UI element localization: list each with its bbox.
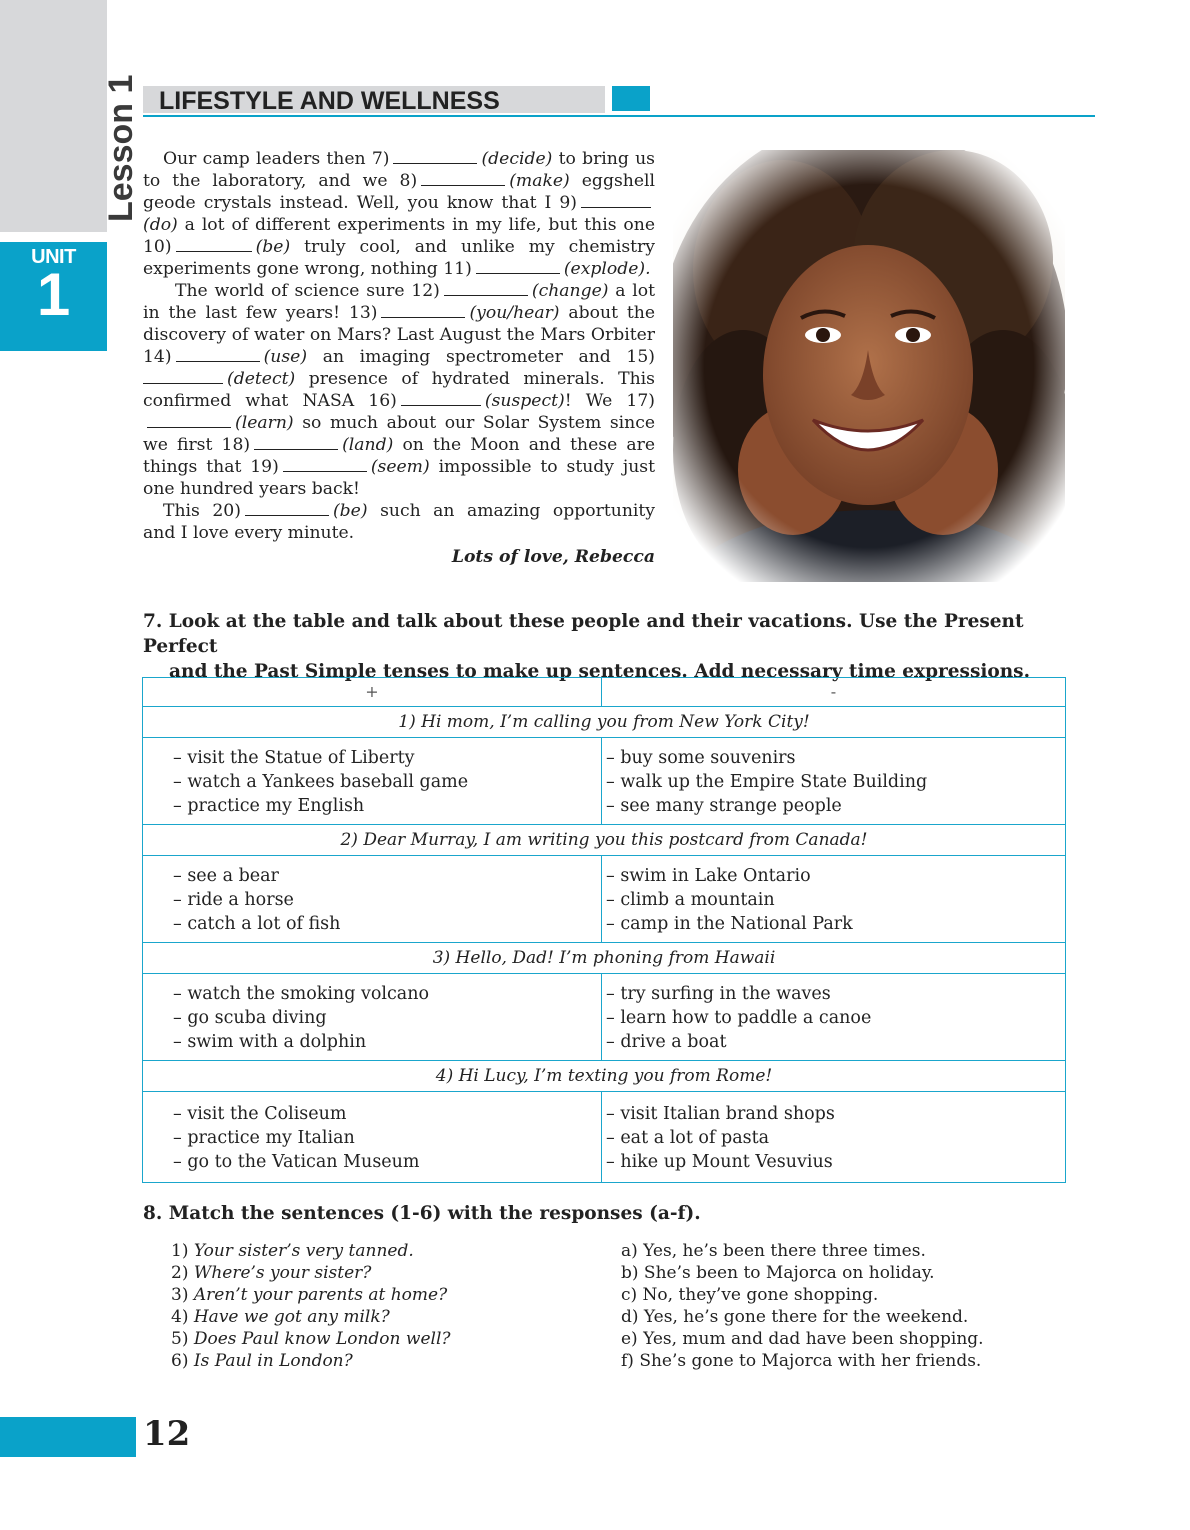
section-title: LIFESTYLE AND WELLNESS	[159, 87, 500, 115]
list-item: – hike up Mount Vesuvius	[606, 1152, 833, 1172]
verb-hint: (learn)	[235, 413, 294, 433]
list-item: – visit the Statue of Liberty	[173, 748, 415, 768]
text: such an amazing opportunity and I love every minute.	[143, 501, 655, 543]
plus-items	[143, 856, 602, 943]
text: so much about our Solar System since we first 18)	[143, 413, 655, 455]
responses-list	[621, 1240, 984, 1372]
section-caption: 1) Hi mom, I’m calling you from New York City!	[143, 707, 1066, 738]
text: ! We 17)	[564, 391, 655, 411]
blank-10[interactable]	[176, 239, 252, 252]
verb-hint: (decide)	[481, 149, 553, 169]
list-item: d) Yes, he’s gone there for the weekend.	[621, 1307, 969, 1327]
letter-paragraph-2	[143, 280, 655, 500]
page-number: 12	[143, 1414, 191, 1454]
list-item: – buy some souvenirs	[606, 748, 796, 768]
list-item: – walk up the Empire State Building	[606, 772, 928, 792]
exercise-8-instructions: 8. Match the sentences (1-6) with the responses (a-f).	[143, 1203, 701, 1224]
list-item: 5) Does Paul know London well?	[171, 1329, 451, 1349]
list-item: c) No, they’ve gone shopping.	[621, 1285, 879, 1305]
blank-19[interactable]	[283, 459, 367, 472]
letter-text	[143, 148, 655, 568]
text: Our camp leaders then 7)	[163, 149, 390, 169]
blank-15[interactable]	[143, 371, 223, 384]
list-item: 1) Your sister’s very tanned.	[171, 1241, 414, 1261]
portrait-photo	[673, 150, 1065, 582]
list-item: 4) Have we got any milk?	[171, 1307, 390, 1327]
exercise-7-instructions	[143, 609, 1083, 684]
text: presence of hydrated minerals. This confirmed what NASA 16)	[143, 369, 655, 411]
page-number-bar	[0, 1417, 136, 1457]
minus-column-header: -	[602, 678, 1066, 707]
verb-hint: (suspect)	[484, 391, 565, 411]
verb-hint: (detect)	[227, 369, 296, 389]
letter-paragraph-1	[143, 148, 655, 280]
plus-items	[143, 738, 602, 825]
verb-hint: (do)	[143, 215, 178, 235]
blank-14[interactable]	[176, 349, 260, 362]
list-item: b) She’s been to Majorca on holiday.	[621, 1263, 935, 1283]
section-caption: 3) Hello, Dad! I’m phoning from Hawaii	[143, 943, 1066, 974]
text: eggshell geode crystals instead. Well, you know that I 9)	[143, 171, 655, 213]
list-item: 3) Aren’t your parents at home?	[171, 1285, 448, 1305]
list-item: e) Yes, mum and dad have been shopping.	[621, 1329, 984, 1349]
blank-16[interactable]	[401, 393, 481, 406]
blank-20[interactable]	[245, 503, 329, 516]
plus-items	[143, 1092, 602, 1183]
blank-13[interactable]	[381, 305, 465, 318]
list-item: f) She’s gone to Majorca with her friends.	[621, 1351, 982, 1371]
verb-hint: (explode).	[563, 259, 651, 279]
blank-18[interactable]	[254, 437, 338, 450]
unit-badge	[0, 242, 107, 351]
blank-9[interactable]	[581, 195, 651, 208]
list-item: 2) Where’s your sister?	[171, 1263, 372, 1283]
list-item: – go scuba diving	[173, 1008, 327, 1028]
minus-items	[602, 738, 1066, 825]
verb-hint: (make)	[509, 171, 570, 191]
section-header-bar	[143, 86, 605, 113]
list-item: – watch a Yankees baseball game	[173, 772, 469, 792]
blank-8[interactable]	[421, 173, 505, 186]
instruction-line: and the Past Simple tenses to make up sentences. Add necessary time expressions.	[169, 661, 1031, 682]
list-item: – eat a lot of pasta	[606, 1128, 770, 1148]
instruction-line: 7. Look at the table and talk about these people and their vacations. Use the Present Perfect	[143, 611, 1024, 657]
blank-12[interactable]	[444, 283, 528, 296]
list-item: – practice my English	[173, 796, 365, 816]
minus-items	[602, 974, 1066, 1061]
section-caption: 4) Hi Lucy, I’m texting you from Rome!	[143, 1061, 1066, 1092]
blank-17[interactable]	[147, 415, 231, 428]
text: a lot in the last few years! 13)	[143, 281, 655, 323]
unit-number: 1	[36, 261, 71, 328]
list-item: 6) Is Paul in London?	[171, 1351, 353, 1371]
list-item: – catch a lot of fish	[173, 914, 341, 934]
verb-hint: (be)	[255, 237, 291, 257]
header-accent-square	[612, 86, 650, 111]
sentences-list	[171, 1240, 451, 1372]
list-item: – swim in Lake Ontario	[606, 866, 811, 886]
blank-11[interactable]	[476, 261, 560, 274]
text: The world of science sure 12)	[175, 281, 440, 301]
plus-items	[143, 974, 602, 1061]
list-item: – visit the Coliseum	[173, 1104, 347, 1124]
verb-hint: (change)	[531, 281, 609, 301]
verb-hint: (you/hear)	[469, 303, 560, 323]
text: a lot of different experiments in my life, but this one 10)	[143, 215, 656, 257]
header-rule	[143, 115, 1095, 117]
list-item: – see many strange people	[606, 796, 842, 816]
minus-items	[602, 1092, 1066, 1183]
text: impossible to study just one hundred years back!	[143, 457, 656, 499]
blank-7[interactable]	[393, 151, 477, 164]
verb-hint: (land)	[342, 435, 394, 455]
text: This 20)	[163, 501, 241, 521]
verb-hint: (use)	[263, 347, 308, 367]
list-item: – camp in the National Park	[606, 914, 853, 934]
list-item: – learn how to paddle a canoe	[606, 1008, 872, 1028]
verb-hint: (seem)	[370, 457, 430, 477]
verb-hint: (be)	[332, 501, 368, 521]
minus-items	[602, 856, 1066, 943]
letter-signature: Lots of love, Rebecca	[451, 547, 655, 567]
letter-paragraph-3	[143, 500, 655, 544]
unit-word: UNIT	[31, 246, 76, 268]
list-item: – go to the Vatican Museum	[173, 1152, 420, 1172]
list-item: – climb a mountain	[606, 890, 775, 910]
list-item: – see a bear	[173, 866, 279, 886]
list-item: a) Yes, he’s been there three times.	[621, 1241, 926, 1261]
text: about the discovery of water on Mars? Last August the Mars Orbiter 14)	[143, 303, 656, 367]
list-item: – watch the smoking volcano	[173, 984, 430, 1004]
section-caption: 2) Dear Murray, I am writing you this postcard from Canada!	[143, 825, 1066, 856]
lesson-label: Lesson 1	[102, 74, 140, 222]
list-item: – try surfing in the waves	[606, 984, 831, 1004]
list-item: – practice my Italian	[173, 1128, 355, 1148]
vacation-table	[142, 677, 1066, 1183]
list-item: – ride a horse	[173, 890, 294, 910]
text: an imaging spectrometer and 15)	[322, 347, 655, 367]
text: to bring us to the laboratory, and we 8)	[143, 149, 655, 191]
text: on the Moon and these are things that 19)	[143, 435, 655, 477]
plus-column-header: +	[143, 678, 602, 707]
text: truly cool, and unlike my chemistry experiments gone wrong, nothing 11)	[143, 237, 655, 279]
list-item: – drive a boat	[606, 1032, 727, 1052]
list-item: – swim with a dolphin	[173, 1032, 367, 1052]
list-item: – visit Italian brand shops	[606, 1104, 835, 1124]
